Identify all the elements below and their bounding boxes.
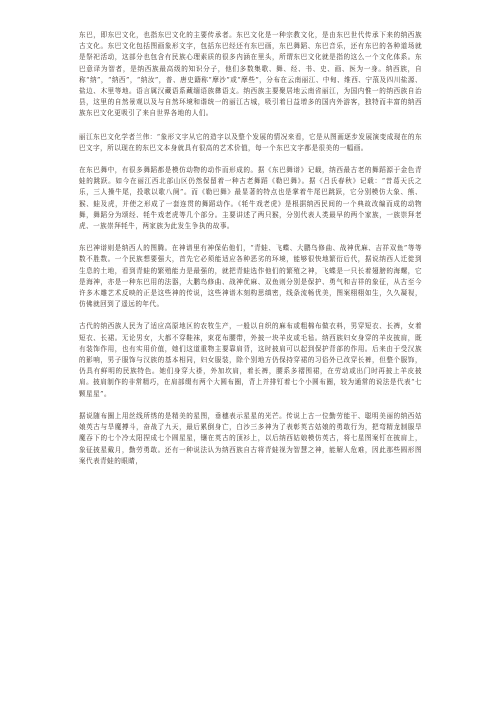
paragraph-dongba-deities: 东巴神谱则是纳西人的图腾。在神谱里有神保佑他们，“青蛙、飞蝶、大鹏鸟修曲、战神优麻、吉祥双鱼”等等数不胜数。一个民族想要强大，首先它必须能适应各种恶劣的环境，能够很快地繁衍后代，据说纳西人迁徙到生息的土地，看到青蛙的繁殖能力是最强的，就把青蛙选作他们的繁殖之神，飞蝶是一只长着翅膀的海螺，它是海神，亦是一种东巴用的法器，大鹏鸟修曲、战神优麻、双鱼则分别是保护、勇气和吉祥的象征，从古至今许多木雕艺术反映的正是这些神的传说，这些神谱木刻构思缜密，线条流畅优美，图案栩栩如生，久久凝视，仿佛就回到了遥远的年代。 xyxy=(79,244,422,309)
paragraph-dongba-dance: 在东巴舞中，有很多舞蹈都是模仿动物的动作而形成的。据《东巴舞谱》记载，纳西最古老的舞蹈源于金色青蛙的跳跃。如今在丽江西北部山区仍然保留着一种古老舞蹈《勒巴舞》。据《吕氏春秋》记载：“昔葛天氏之乐，三人操牛尾，投歌以歌八阕”。而《勒巴舞》最显著的特点也是掌着牛尾巴跳跃，它分别模仿大象、熊、猴、蛙及虎，并使之形成了一套连贯的舞蹈动作。《牦牛戏老虎》是根据纳西民间的一个典故改编而成的动物舞，舞蹈分为颂经、牦牛戏老虎等几个部分。主要讲述了两只猴，分别代表人类最早的两个家族，一族崇拜老虎、一族崇拜牦牛，两家族为此发生争执的故事。 xyxy=(79,166,422,231)
paragraph-seven-stars-legend: 据说随布圈上用丝线所绣的是精美的星图，垂穗表示星星的光芒。传说上古一位勤劳能干、聪明美丽的纳西姑娘英古与旱魔搏斗，奋战了九天，最后累倒身亡，白沙三多神为了表彰英古姑娘的勇敢行为，把弯精龙制服旱魔吞下的七个冷太阳捏成七个圆星星，镶在英古的顶衫上，以后纳西姑娘模仿英古，将七星图案钉在披肩上，象征披星戴月，勤劳勇敢。还有一种说法认为纳西族自古将青蛙视为智慧之神，能解人危难，因此那些圆形图案代表青蛙的眼睛， xyxy=(79,411,422,465)
paragraph-naxi-clothing: 古代的纳西族人民为了适应高原地区的农牧生产，一般以自织的麻布或粗棉布做衣料，男穿短衣、长裤，女着短衣、长裙。无论男女，大都不穿鞋袜，束花布腰带，外披一块羊皮或毛毡。纳西族妇女身穿的羊皮披肩，既有装饰作用，也有实用价值，她们这道重物主要靠肩背，这时披肩可以起到保护背部的作用。后来由于受汉族的影响，男子服饰与汉族的基本相同，妇女服装，除个别地方仍保持穿裙的习俗外已改穿长裤，但整个服饰，仍具有鲜明的民族特色。她们身穿大褂，外加坎肩，着长裤，腰系多褶围裙，在劳动或出门时再披上羊皮披肩。披肩制作的非常精巧，在肩部缀有两个大圆布圈，背上并排钉着七个小圆布圈，较为通常的说法是代表“七颗星星”。 xyxy=(79,322,422,398)
paragraph-quote-lanwei: 丽江东巴文化学者兰伟：“象形文字从它的造字以及整个发展的情况来看，它是从图画逐步发展演变成现在的东巴文字，所以现在的东巴文本身就具有很高的艺术价值，每一个东巴文字都是很美的一幅画。 xyxy=(79,132,422,152)
paragraph-intro: 东巴，即东巴文化，也指东巴文化的主要传承者。东巴文化是一种宗教文化，是由东巴世代传承下来的纳西族古文化。东巴文化包括图画象形文字，包括东巴经还有东巴画，东巴舞蹈、东巴音乐，还有东巴的各种道场就是祭祀活动，这部分也包含有民族心理素质的很多内涵在里头，所谓东巴文化就是指的这么一个文化体系。东巴意译为智者，是纳西族最高级的知识分子，他们多数集歌、舞、经、书、史、画、医为一身。纳西族，自称“纳”，“纳西”，“纳汝”，普、唐史籍称“摩沙”或“摩些”，分布在云南丽江、中甸、维西、宁蒗及四川盐源、盐边、木里等地。语言属汉藏语系藏缅语族彝语支。纳西族主要聚居地云南省丽江，为国内惟一的纳西族自治县，这里的自然景观以及与自然环境和谐统一的丽江古城，吸引着日益增多的国内外游客，独特而丰富的纳西族东巴文化更吸引了来自世界各地的人们。 xyxy=(79,31,422,118)
document-body xyxy=(79,30,422,478)
